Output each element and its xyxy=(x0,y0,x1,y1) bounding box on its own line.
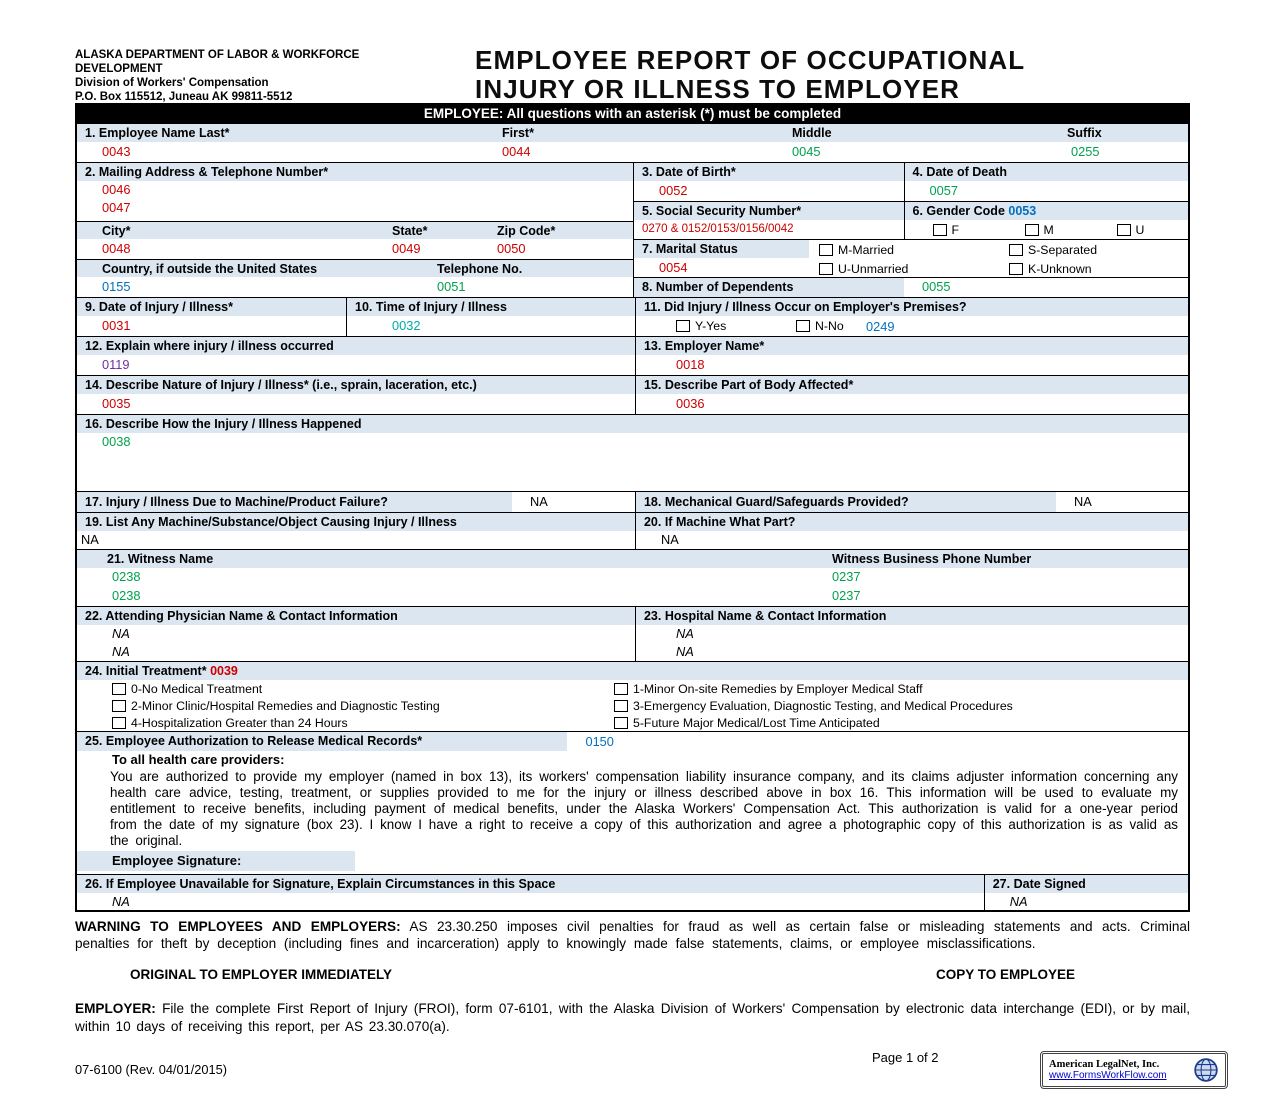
gender-m-label: M xyxy=(1043,222,1054,237)
field-19-value: NA xyxy=(81,532,99,547)
employee-signature-label: Employee Signature: xyxy=(77,851,355,871)
field-2-label: 2. Mailing Address & Telephone Number* xyxy=(85,165,329,179)
marital-unmarried-checkbox[interactable] xyxy=(819,263,833,275)
marital-separated-checkbox[interactable] xyxy=(1009,244,1023,256)
page-number: Page 1 of 2 xyxy=(872,1050,939,1065)
globe-icon xyxy=(1193,1057,1219,1083)
field-23-label: 23. Hospital Name & Contact Information xyxy=(643,609,887,623)
page-title-line-2: INJURY OR ILLNESS TO EMPLOYER xyxy=(475,74,961,104)
gender-option-f xyxy=(933,220,1025,240)
field-4-label: 4. Date of Death xyxy=(912,165,1007,179)
witness-phone-label: Witness Business Phone Number xyxy=(832,552,1032,566)
marital-option-married xyxy=(819,243,1009,257)
field-9-value: 0031 xyxy=(102,318,131,333)
marital-separated-label: S-Separated xyxy=(1028,242,1098,257)
authorization-body: You are authorized to provide my employer (named in box 13), its workers' compensation liability insurance company, and its claims adjuster information concerning any health care advice, testing, treatment, or supplies provided to me for the injury or illness described above in box 16. This information will be used to evaluate my entitlement to receive benefits, including payment of medical benefits, under the Alaska Workers' Compensation Act. This authorization is valid for a one-year period from the date of my signature (box 23). I know I have a right to receive a copy of this authorization and agree a photographic copy of this authorization is as valid as the original. xyxy=(110,769,1178,848)
marital-unknown-label: K-Unknown xyxy=(1028,261,1092,276)
field-13-value: 0018 xyxy=(675,357,705,372)
field-17-value: NA xyxy=(530,494,548,509)
telephone-value: 0051 xyxy=(437,279,466,294)
witness-name-1: 0238 xyxy=(112,569,141,584)
witness-phone-1: 0237 xyxy=(832,569,861,584)
field-7-value: 0054 xyxy=(659,260,688,275)
field-19-label: 19. List Any Machine/Substance/Object Causing Injury / Illness xyxy=(85,515,457,529)
field-26-label: 26. If Employee Unavailable for Signature, Explain Circumstances in this Space xyxy=(85,877,556,891)
employee-section-banner: EMPLOYEE: All questions with an asterisk (*) must be completed xyxy=(77,105,1188,123)
city-label: City* xyxy=(102,224,131,238)
state-value: 0049 xyxy=(392,241,421,256)
field-26-value: NA xyxy=(112,894,130,909)
dept-line-3: Division of Workers' Compensation xyxy=(75,77,269,89)
field-1-first-value: 0044 xyxy=(502,144,531,159)
field-22-label: 22. Attending Physician Name & Contact Information xyxy=(85,609,398,623)
legalnet-box xyxy=(1040,1051,1228,1089)
form-header xyxy=(75,45,1190,103)
field-8-value: 0055 xyxy=(922,279,951,294)
row-address-block xyxy=(77,162,1188,297)
field-22-value-1: NA xyxy=(112,626,130,641)
field-24-label: 24. Initial Treatment* xyxy=(85,664,207,678)
premises-option-yes xyxy=(676,317,796,336)
field-2-value-line2: 0047 xyxy=(102,200,131,215)
field-21-label: 21. Witness Name xyxy=(107,552,214,566)
row-machine-failure xyxy=(77,491,1188,512)
row-how-happened xyxy=(77,414,1188,491)
field-12-value: 0119 xyxy=(102,357,130,372)
treatment-2-checkbox[interactable] xyxy=(112,700,126,712)
field-23-value-2: NA xyxy=(675,644,694,659)
row-physician-hospital xyxy=(77,606,1188,661)
field-14-value: 0035 xyxy=(102,396,131,411)
field-1-middle-value: 0045 xyxy=(792,144,821,159)
copy-to-employee-note: COPY TO EMPLOYEE xyxy=(935,967,1075,982)
field-5-value: 0270 & 0152/0153/0156/0042 xyxy=(642,223,794,235)
dept-line-4: P.O. Box 115512, Juneau AK 99811-5512 xyxy=(75,91,293,103)
field-18-value: NA xyxy=(1073,494,1092,509)
gender-option-u xyxy=(1117,220,1145,240)
treatment-4-checkbox[interactable] xyxy=(112,717,126,729)
field-5-label: 5. Social Security Number* xyxy=(642,204,802,218)
treatment-option-0 xyxy=(112,682,614,696)
premises-yes-checkbox[interactable] xyxy=(676,320,690,332)
field-27-label: 27. Date Signed xyxy=(992,877,1086,891)
warning-heading: WARNING TO EMPLOYEES AND EMPLOYERS: xyxy=(75,919,401,934)
treatment-2-label: 2-Minor Clinic/Hospital Remedies and Diagnostic Testing xyxy=(131,698,440,713)
marital-unknown-checkbox[interactable] xyxy=(1009,263,1023,275)
row-injury-datetime xyxy=(77,297,1188,336)
employer-note-text: File the complete First Report of Injury (FROI), form 07-6101, with the Alaska Division of Workers' Compensation by electronic data interchange (EDI), or by mail, within 10 days of receiving this report, per AS 23.30.070(a). xyxy=(75,1001,1190,1034)
distribution-line xyxy=(75,967,1190,982)
field-16-value: 0038 xyxy=(102,434,131,449)
treatment-option-1 xyxy=(614,682,923,696)
field-4-value: 0057 xyxy=(929,183,958,198)
marital-option-separated xyxy=(1009,243,1097,257)
field-10-value: 0032 xyxy=(392,318,421,333)
form-number: 07-6100 (Rev. 04/01/2015) xyxy=(75,1062,228,1077)
country-value: 0155 xyxy=(102,279,131,294)
treatment-1-checkbox[interactable] xyxy=(614,683,628,695)
marital-married-checkbox[interactable] xyxy=(819,244,833,256)
field-15-label: 15. Describe Part of Body Affected* xyxy=(643,378,854,392)
field-10-label: 10. Time of Injury / Illness xyxy=(355,300,507,314)
department-block xyxy=(75,45,475,103)
treatment-0-label: 0-No Medical Treatment xyxy=(131,681,263,696)
field-6-label: 6. Gender Code xyxy=(912,204,1005,218)
warning-text: AS 23.30.250 imposes civil penalties for fraud as well as certain false or misleading statements and acts. Criminal penalties for theft by deception (including fines and incarceration) apply to knowingly made false statements, claims, or employee misclassifications. xyxy=(75,919,1191,951)
witness-name-2: 0238 xyxy=(112,588,141,603)
legalnet-name: American LegalNet, Inc. xyxy=(1049,1059,1160,1070)
row-nature-bodypart xyxy=(77,375,1188,414)
marital-option-unknown xyxy=(1009,262,1092,276)
treatment-3-label: 3-Emergency Evaluation, Diagnostic Testing, and Medical Procedures xyxy=(633,698,1013,713)
treatment-5-label: 5-Future Major Medical/Lost Time Anticipated xyxy=(633,715,880,730)
field-1-suffix-value: 0255 xyxy=(1071,144,1100,159)
form-table xyxy=(75,103,1190,912)
field-1-last-value: 0043 xyxy=(102,144,131,159)
field-22-value-2: NA xyxy=(112,644,130,659)
gender-u-checkbox[interactable] xyxy=(1117,224,1131,236)
field-15-value: 0036 xyxy=(675,396,705,411)
field-23-value-1: NA xyxy=(675,626,694,641)
field-3-value: 0052 xyxy=(659,183,688,198)
warning-paragraph xyxy=(75,918,1190,952)
row-unavailable-signature xyxy=(77,874,1188,910)
field-2-value-line1: 0046 xyxy=(102,182,131,197)
field-1-label: 1. Employee Name Last* xyxy=(85,126,230,140)
field-8-label: 8. Number of Dependents xyxy=(642,280,794,294)
field-6-code: 0053 xyxy=(1008,204,1037,218)
field-3-label: 3. Date of Birth* xyxy=(642,165,736,179)
treatment-5-checkbox[interactable] xyxy=(614,717,628,729)
field-12-label: 12. Explain where injury / illness occurred xyxy=(85,339,334,353)
field-17-label: 17. Injury / Illness Due to Machine/Product Failure? xyxy=(77,492,512,512)
field-1-suffix-label: Suffix xyxy=(1067,126,1102,140)
row-authorization xyxy=(77,731,1188,874)
field-27-value: NA xyxy=(1009,894,1028,909)
zip-label: Zip Code* xyxy=(497,224,556,238)
row-employee-name xyxy=(77,123,1188,162)
row-where-employer xyxy=(77,336,1188,375)
field-24-code: 0039 xyxy=(210,664,238,678)
legalnet-link[interactable]: www.FormsWorkFlow.com xyxy=(1049,1070,1167,1081)
marital-option-unmarried xyxy=(819,262,1009,276)
marital-unmarried-label: U-Unmarried xyxy=(838,261,909,276)
gender-f-checkbox[interactable] xyxy=(933,224,947,236)
premises-no-label: N-No xyxy=(815,318,844,333)
employer-note-heading: EMPLOYER: xyxy=(75,1001,156,1016)
field-16-label: 16. Describe How the Injury / Illness Happened xyxy=(85,417,362,431)
state-label: State* xyxy=(392,224,428,238)
treatment-option-5 xyxy=(614,716,880,730)
gender-u-label: U xyxy=(1135,222,1145,237)
row-machine-substance xyxy=(77,512,1188,549)
field-14-label: 14. Describe Nature of Injury / Illness* (i.e., sprain, laceration, etc.) xyxy=(85,378,477,392)
dept-line-1: ALASKA DEPARTMENT OF LABOR & WORKFORCE xyxy=(75,49,360,61)
treatment-3-checkbox[interactable] xyxy=(614,700,628,712)
authorization-subheading: To all health care providers: xyxy=(112,752,285,767)
country-label: Country, if outside the United States xyxy=(102,262,318,276)
treatment-1-label: 1-Minor On-site Remedies by Employer Medical Staff xyxy=(633,681,923,696)
telephone-label: Telephone No. xyxy=(437,262,523,276)
page-title xyxy=(475,45,1025,103)
treatment-4-label: 4-Hospitalization Greater than 24 Hours xyxy=(131,715,348,730)
treatment-option-4 xyxy=(112,716,614,730)
zip-value: 0050 xyxy=(497,241,526,256)
witness-phone-2: 0237 xyxy=(832,588,861,603)
field-13-label: 13. Employer Name* xyxy=(643,339,765,353)
treatment-0-checkbox[interactable] xyxy=(112,683,126,695)
field-11-code: 0249 xyxy=(866,318,895,334)
field-1-middle-label: Middle xyxy=(792,126,832,140)
field-11-label: 11. Did Injury / Illness Occur on Employer's Premises? xyxy=(644,300,967,314)
treatment-option-2 xyxy=(112,699,614,713)
row-initial-treatment xyxy=(77,661,1188,731)
field-18-label: 18. Mechanical Guard/Safeguards Provided? xyxy=(636,492,1056,512)
city-value: 0048 xyxy=(102,241,131,256)
treatment-option-3 xyxy=(614,699,1013,713)
gender-option-m xyxy=(1025,220,1117,240)
page-title-line-1: EMPLOYEE REPORT OF OCCUPATIONAL xyxy=(475,45,1026,75)
field-9-label: 9. Date of Injury / Illness* xyxy=(85,300,233,314)
gender-f-label: F xyxy=(951,222,960,237)
legalnet-text xyxy=(1049,1059,1167,1081)
field-25-label: 25. Employee Authorization to Release Medical Records* xyxy=(77,732,567,751)
premises-no-checkbox[interactable] xyxy=(796,320,810,332)
dept-line-2: DEVELOPMENT xyxy=(75,63,163,75)
original-to-employer-note: ORIGINAL TO EMPLOYER IMMEDIATELY xyxy=(130,967,393,982)
row-witness xyxy=(77,549,1188,606)
premises-option-no xyxy=(796,317,858,336)
premises-yes-label: Y-Yes xyxy=(695,318,727,333)
employer-note xyxy=(75,1000,1190,1035)
field-1-first-label: First* xyxy=(502,126,534,140)
field-20-label: 20. If Machine What Part? xyxy=(643,515,796,529)
marital-married-label: M-Married xyxy=(838,242,895,257)
field-20-value: NA xyxy=(660,532,679,547)
field-7-label: 7. Marital Status xyxy=(642,242,738,256)
field-25-code: 0150 xyxy=(585,734,614,749)
gender-m-checkbox[interactable] xyxy=(1025,224,1039,236)
